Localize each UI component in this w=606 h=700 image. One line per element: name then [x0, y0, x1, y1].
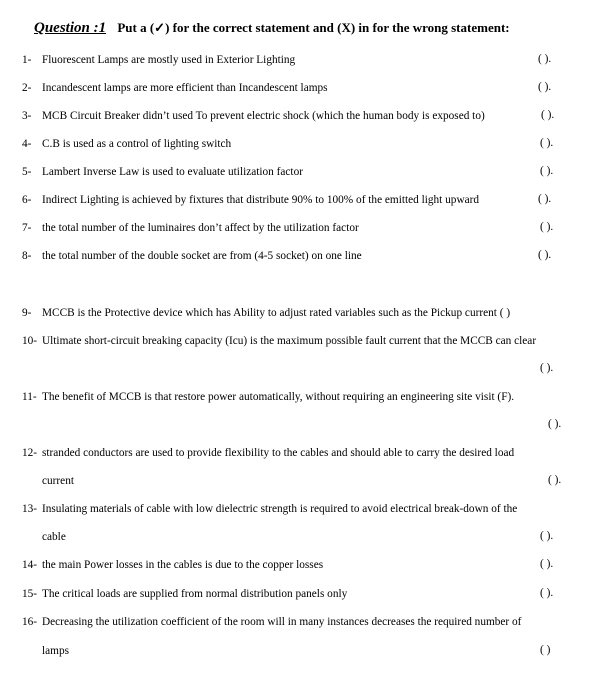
question-text-cont: lamps [42, 645, 69, 657]
question-number: 4- [22, 138, 32, 150]
question-text-cont: current [42, 475, 74, 487]
answer-blank[interactable]: ( ). [540, 221, 554, 233]
answer-blank[interactable]: ( ). [538, 249, 552, 261]
question-text: Ultimate short-circuit breaking capacity (Icu) is the maximum possible fault current that the MCCB can clear [42, 335, 537, 347]
question-text: Decreasing the utilization coefficient of the room will in many instances decreases the required number of [42, 616, 522, 628]
question-text: The benefit of MCCB is that restore power automatically, without requiring an engineering site visit (F). [42, 391, 515, 403]
question-number: 13- [22, 503, 38, 515]
question-text-cont: cable [42, 531, 66, 543]
question-text: stranded conductors are used to provide flexibility to the cables and should able to carry the desired load [42, 447, 515, 459]
question-text: Lambert Inverse Law is used to evaluate utilization factor [42, 166, 303, 178]
answer-blank[interactable]: ( ). [540, 587, 554, 599]
answer-blank[interactable]: ( ). [540, 530, 554, 542]
answer-blank[interactable]: ( ) [540, 644, 551, 656]
question-number: 14- [22, 559, 38, 571]
answer-blank[interactable]: ( ). [538, 81, 552, 93]
question-text: The critical loads are supplied from normal distribution panels only [42, 588, 348, 600]
question-number: 1- [22, 54, 32, 66]
question-text: the total number of the double socket are from (4-5 socket) on one line [42, 250, 362, 262]
question-number: 15- [22, 588, 38, 600]
question-text: the main Power losses in the cables is due to the copper losses [42, 559, 324, 571]
answer-blank[interactable]: ( ). [548, 474, 562, 486]
question-number: 3- [22, 110, 32, 122]
answer-blank[interactable]: ( ). [540, 165, 554, 177]
question-text: Fluorescent Lamps are mostly used in Exterior Lighting [42, 54, 296, 66]
question-text: the total number of the luminaires don’t affect by the utilization factor [42, 222, 359, 234]
question-number: 16- [22, 616, 38, 628]
question-number: 2- [22, 82, 32, 94]
answer-blank[interactable]: ( ). [540, 362, 554, 374]
instruction-text: Put a (✓) for the correct statement and (X) in for the wrong statement: [117, 20, 510, 35]
question-text: C.B is used as a control of lighting switch [42, 138, 232, 150]
question-number: 10- [22, 335, 38, 347]
answer-blank[interactable]: ( ). [548, 418, 562, 430]
question-text: MCCB is the Protective device which has Ability to adjust rated variables such as the Pickup current ( ) [42, 307, 511, 319]
question-text: Incandescent lamps are more efficient than Incandescent lamps [42, 82, 328, 94]
question-number: 9- [22, 307, 32, 319]
question-number: 11- [22, 391, 37, 403]
answer-blank[interactable]: ( ). [540, 137, 554, 149]
question-number: 8- [22, 250, 32, 262]
question-number: 12- [22, 447, 38, 459]
answer-blank[interactable]: ( ). [538, 53, 552, 65]
question-label: Question :1 [34, 20, 107, 36]
question-number: 6- [22, 194, 32, 206]
question-text: Indirect Lighting is achieved by fixtures that distribute 90% to 100% of the emitted light upward [42, 194, 480, 206]
answer-blank[interactable]: ( ). [538, 193, 552, 205]
question-number: 5- [22, 166, 32, 178]
question-text: MCB Circuit Breaker didn’t used To prevent electric shock (which the human body is exposed to) [42, 110, 485, 122]
question-number: 7- [22, 222, 32, 234]
question-title [34, 20, 510, 37]
answer-blank[interactable]: ( ). [540, 558, 554, 570]
question-text: Insulating materials of cable with low dielectric strength is required to avoid electrical break-down of the [42, 503, 518, 515]
answer-blank[interactable]: ( ). [541, 109, 555, 121]
